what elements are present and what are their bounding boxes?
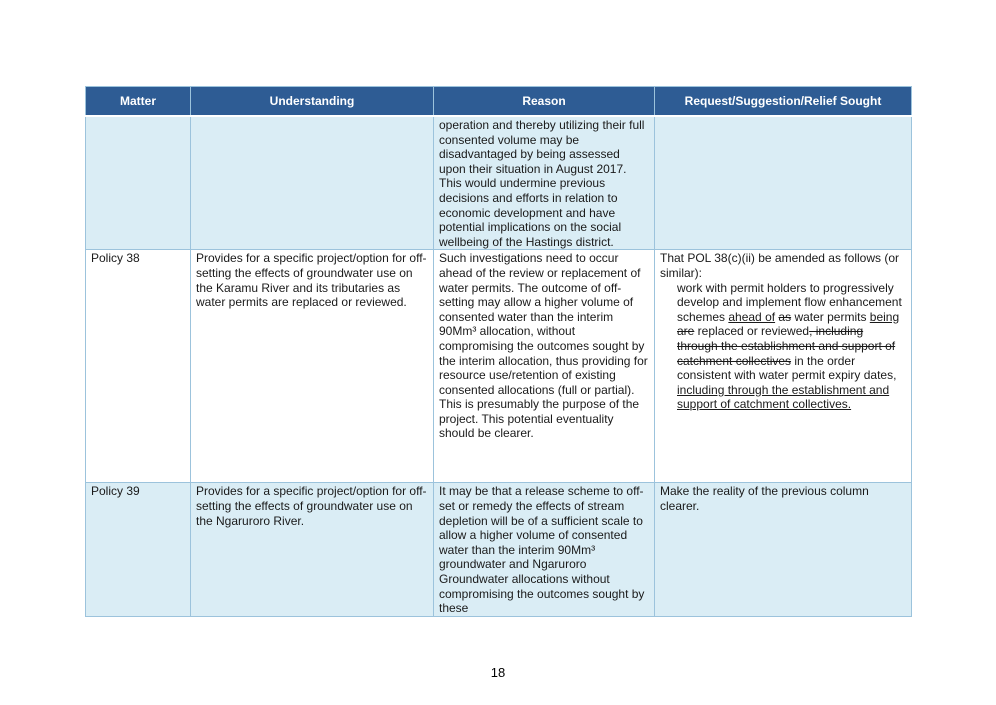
deleted-text: , including through the establishment and support of catchment collectives [677,324,896,368]
table-row [86,483,912,616]
cell-understanding [191,116,434,250]
header-request: Request/Suggestion/Relief Sought [655,87,912,117]
cell-request [655,250,912,483]
inserted-text: including through the establishment and support of catchment collectives. [677,382,890,412]
request-amendment: work with permit holders to progressively develop and implement flow enhancement schemes ahead of as water permits being are replaced or reviewed, including through the establishment and support of catchment collectives in the order consistent with water permit expiry dates, including through the establishment and support of catchment collectives. [677,280,902,412]
inserted-text: being [869,309,900,324]
cell-matter: Policy 39 [86,483,191,616]
header-matter: Matter [86,87,191,117]
request-intro: That POL 38(c)(ii) be amended as follows (or similar): [660,251,899,280]
deleted-text: are [677,324,695,339]
cell-request [655,116,912,250]
inserted-text: ahead of [728,309,776,324]
header-reason: Reason [434,87,655,117]
deleted-text: as [778,309,792,324]
cell-understanding: Provides for a specific project/option for off-setting the effects of groundwater use on the Karamu River and its tributaries as water permits are replaced or reviewed. [191,250,434,483]
table-header-row [86,87,912,117]
cell-reason: Such investigations need to occur ahead of the review or replacement of water permits. The outcome of off-setting may allow a higher volume of consented water than the interim 90Mm³ allocation, without compromising the outcomes sought by the interim allocation, thus providing for resource use/retention of existing consented allocations (full or partial). This is presumably the purpose of the project. This potential eventuality should be clearer. [434,250,655,483]
cell-reason: It may be that a release scheme to off-set or remedy the effects of stream depletion will be of a sufficient scale to allow a higher volume of consented water than the interim 90Mm³ groundwater and Ngaruroro Groundwater allocations without compromising the outcomes sought by these [434,483,655,616]
cell-understanding: Provides for a specific project/option for off-setting the effects of groundwater use on the Ngaruroro River. [191,483,434,616]
page-number: 18 [490,665,506,680]
table-row [86,116,912,250]
cell-matter [86,116,191,250]
table-row [86,250,912,483]
submission-table [85,86,912,617]
cell-reason: operation and thereby utilizing their full consented volume may be disadvantaged by being assessed upon their situation in August 2017. This would undermine previous decisions and efforts in relation to economic development and have potential implications on the social wellbeing of the Hastings district. [434,116,655,250]
header-understanding: Understanding [191,87,434,117]
cell-request: Make the reality of the previous column clearer. [655,483,912,616]
cell-matter: Policy 38 [86,250,191,483]
